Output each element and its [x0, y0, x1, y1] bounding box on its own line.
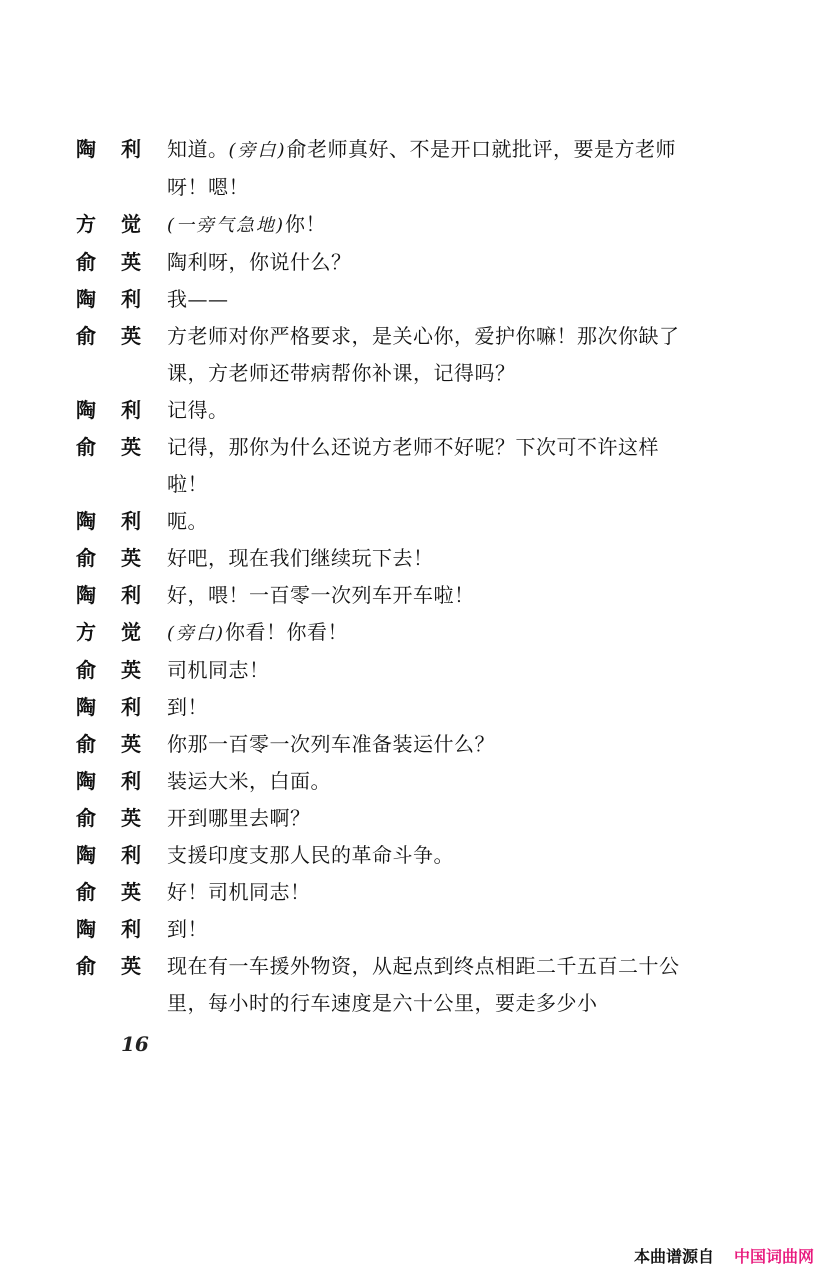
speaker-name: 俞 英 — [76, 658, 141, 682]
dialogue-text: 装运大米，白面。 — [167, 769, 331, 793]
dialogue-text: 好吧，现在我们继续玩下去！ — [167, 546, 434, 570]
dialogue-text: 司机同志！ — [167, 658, 270, 682]
dialogue-text: 现在有一车援外物资，从起点到终点相距二千五百二十公里，每小时的行车速度是六十公里，要走多少小 — [167, 954, 680, 1015]
dialogue-entry — [76, 874, 696, 911]
speaker-name: 陶 利 — [76, 398, 141, 422]
dialogue-text: 呃。 — [167, 509, 208, 533]
dialogue-text: 我—— — [167, 287, 229, 311]
dialogue-entry — [76, 652, 696, 689]
dialogue-text: 好，喂！一百零一次列车开车啦！ — [167, 583, 475, 607]
dialogue-text: 到！ — [167, 695, 208, 719]
dialogue-text: 陶利呀，你说什么？ — [167, 250, 352, 274]
speaker-name: 俞 英 — [76, 435, 141, 459]
dialogue-entry — [76, 131, 696, 206]
dialogue-entry — [76, 800, 696, 837]
source-label: 本曲谱源自 — [633, 1247, 714, 1266]
speaker-name: 俞 英 — [76, 806, 141, 830]
dialogue-entry — [76, 392, 696, 429]
speaker-name: 俞 英 — [76, 954, 141, 978]
dialogue-text: 开到哪里去啊？ — [167, 806, 311, 830]
dialogue-text: 好！司机同志！ — [167, 880, 311, 904]
dialogue-entry — [76, 911, 696, 948]
dialogue-text: 支援印度支那人民的革命斗争。 — [167, 843, 454, 867]
speaker-name: 俞 英 — [76, 880, 141, 904]
dialogue-text: (旁白)你看！你看！ — [167, 620, 349, 644]
dialogue-entry — [76, 244, 696, 281]
dialogue-text: 记得。 — [167, 398, 229, 422]
dialogue-text: 知道。(旁白)俞老师真好、不是开口就批评，要是方老师呀！嗯！ — [167, 137, 677, 199]
speaker-name: 陶 利 — [76, 843, 141, 867]
dialogue-entry — [76, 577, 696, 614]
dialogue-entry — [76, 281, 696, 318]
dialogue-text: 方老师对你严格要求，是关心你，爱护你嘛！那次你缺了课，方老师还带病帮你补课，记得吗？ — [167, 324, 680, 385]
speaker-name: 方 觉 — [76, 620, 141, 644]
dialogue-entry — [76, 206, 696, 244]
speaker-name: 陶 利 — [76, 695, 141, 719]
speaker-name: 方 觉 — [76, 212, 141, 236]
speaker-name: 俞 英 — [76, 732, 141, 756]
site-name-link[interactable]: 中国词曲网 — [733, 1247, 814, 1266]
page-number: 16 — [121, 1032, 149, 1056]
dialogue-text: 你那一百零一次列车准备装运什么？ — [167, 732, 495, 756]
speaker-name: 陶 利 — [76, 509, 141, 533]
dialogue-entry — [76, 837, 696, 874]
dialogue-entry — [76, 429, 696, 503]
dialogue-entry — [76, 503, 696, 540]
dialogue-entry — [76, 318, 696, 392]
script-dialogue — [76, 131, 696, 1022]
stage-direction: (旁白) — [167, 623, 226, 644]
speaker-name: 俞 英 — [76, 324, 141, 348]
dialogue-text: (一旁气急地)你！ — [167, 212, 327, 236]
stage-direction: (一旁气急地) — [167, 215, 286, 236]
speaker-name: 陶 利 — [76, 583, 141, 607]
dialogue-entry — [76, 726, 696, 763]
speaker-name: 俞 英 — [76, 546, 141, 570]
source-watermark — [634, 1244, 814, 1267]
dialogue-entry — [76, 540, 696, 577]
dialogue-entry — [76, 689, 696, 726]
dialogue-text: 记得，那你为什么还说方老师不好呢？下次可不许这样啦！ — [167, 435, 659, 496]
dialogue-entry — [76, 614, 696, 652]
stage-direction: (旁白) — [228, 140, 287, 161]
speaker-name: 陶 利 — [76, 769, 141, 793]
speaker-name: 陶 利 — [76, 287, 141, 311]
speaker-name: 俞 英 — [76, 250, 141, 274]
dialogue-entry — [76, 948, 696, 1022]
speaker-name: 陶 利 — [76, 137, 141, 161]
dialogue-entry — [76, 763, 696, 800]
dialogue-text: 到！ — [167, 917, 208, 941]
speaker-name: 陶 利 — [76, 917, 141, 941]
